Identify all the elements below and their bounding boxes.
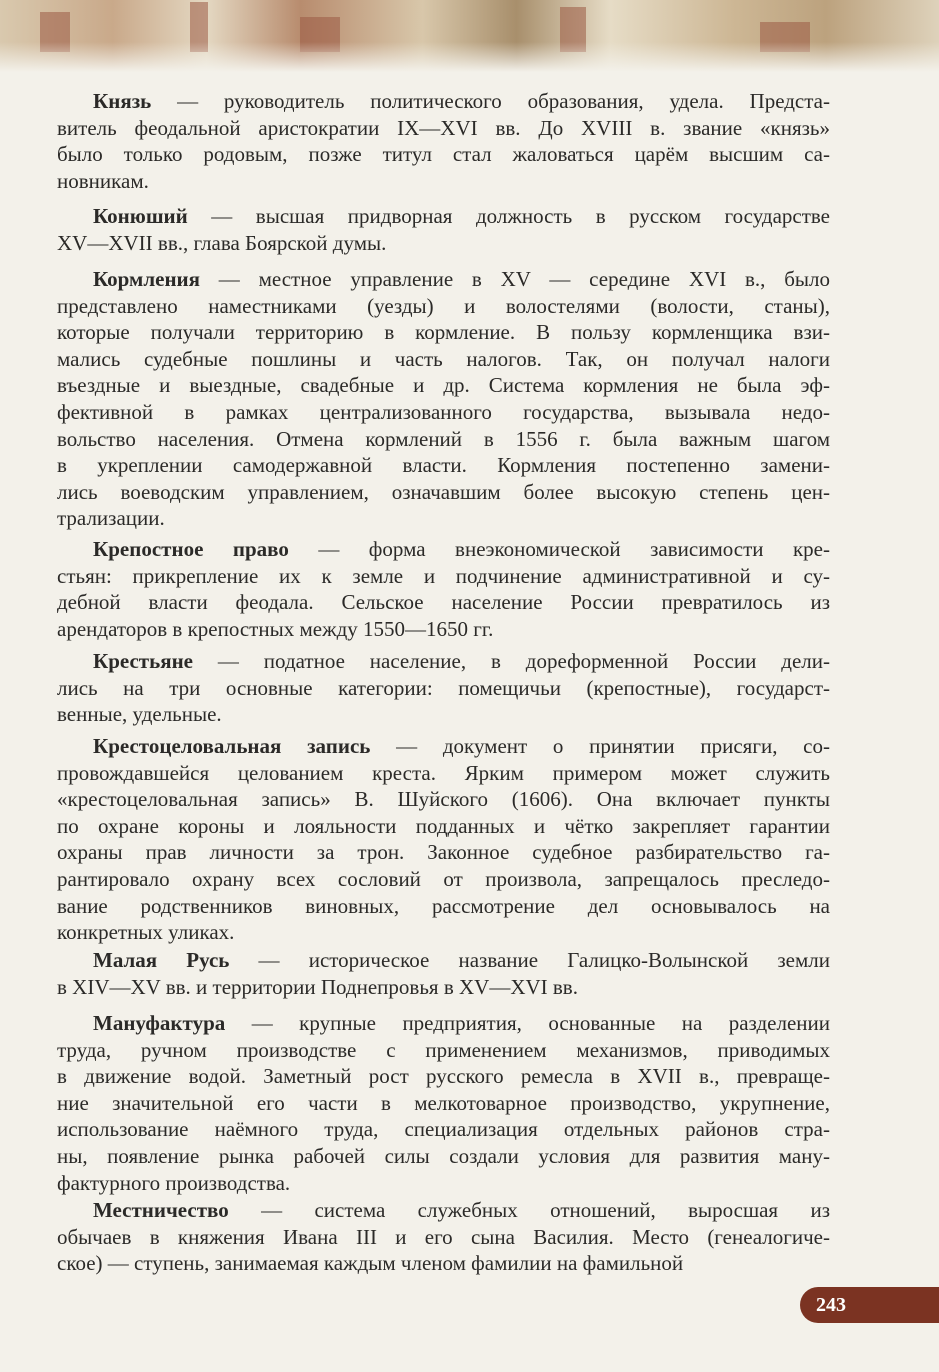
entry-line	[57, 266, 830, 293]
entry-text: которые получали территорию в кормление. В пользу кормленщика взи-	[57, 320, 830, 345]
entry-text: мались судебные пошлины и часть налогов. Так, он получал налоги	[57, 346, 830, 371]
entry-line	[57, 372, 830, 399]
glossary-entry	[57, 203, 830, 256]
entry-text: — руководитель политического образования, удела. Предста-	[151, 89, 830, 113]
entry-text: труда, ручном производстве с применением механизмов, приводимых	[57, 1037, 830, 1062]
entry-line	[57, 675, 830, 702]
entry-text: представлено наместниками (уезды) и волостелями (волости, станы),	[57, 293, 830, 318]
entry-text: — высшая придворная должность в русском государстве	[187, 204, 830, 228]
entry-text: фактурного производства.	[57, 1170, 291, 1195]
entry-line	[57, 733, 830, 760]
entry-line	[57, 589, 830, 616]
entry-text: рантировало охрану всех сословий от произвола, запрещалось преследо-	[57, 866, 830, 891]
entry-line	[57, 1090, 830, 1117]
entry-line	[57, 1037, 830, 1064]
entry-line	[57, 616, 830, 643]
entry-text: «крестоцеловальная запись» В. Шуйского (1606). Она включает пункты	[57, 787, 830, 812]
entry-text: охраны прав личности за трон. Законное судебное разбирательство га-	[57, 840, 830, 865]
entry-line	[57, 563, 830, 590]
entry-line	[57, 203, 830, 230]
entry-text: в движение водой. Заметный рост русского ремесла в XVII в., превраще-	[57, 1064, 830, 1089]
glossary-entry	[57, 648, 830, 728]
entry-line	[57, 701, 830, 728]
entry-text: — форма внеэкономической зависимости кре-	[288, 537, 830, 561]
entry-line	[57, 893, 830, 920]
entry-term: Кормления	[93, 267, 201, 291]
entry-text: в XIV—XV вв. и территории Поднепровья в XV—XVI вв.	[57, 974, 578, 999]
glossary-entry	[57, 88, 830, 194]
entry-line	[57, 399, 830, 426]
entry-text: использование наёмного труда, специализация отдельных районов стра-	[57, 1117, 830, 1142]
entry-text: в укреплении самодержавной власти. Кормления постепенно замени-	[57, 453, 830, 478]
entry-term: Князь	[93, 89, 152, 113]
entry-text: вольство населения. Отмена кормлений в 1556 г. была важным шагом	[57, 426, 830, 451]
entry-text: ны, появление рынка рабочей силы создали условия для развития ману-	[57, 1143, 830, 1168]
entry-line	[57, 115, 830, 142]
entry-text: новникам.	[57, 168, 149, 193]
entry-text: ние значительной его части в мелкотоварное производство, укрупнение,	[57, 1090, 830, 1115]
entry-text: фективной в рамках централизованного государства, вызывала недо-	[57, 399, 830, 424]
entry-line	[57, 648, 830, 675]
entry-text: вание родственников виновных, рассмотрение дел основывалось на	[57, 893, 830, 918]
entry-line	[57, 230, 830, 257]
entry-line	[57, 536, 830, 563]
entry-line	[57, 947, 830, 974]
entry-text: лись на три основные категории: помещичьи (крепостные), государст-	[57, 675, 830, 700]
entry-text: ское) — ступень, занимаемая каждым членом фамилии на фамильной	[57, 1251, 684, 1276]
entry-line	[57, 293, 830, 320]
entry-line	[57, 479, 830, 506]
glossary-entry	[57, 733, 830, 946]
entry-term: Местничество	[93, 1198, 229, 1222]
entry-text: стьян: прикрепление их к земле и подчинение административной и су-	[57, 563, 830, 588]
entry-text: въездные и выездные, свадебные и др. Система кормления не была эф-	[57, 373, 830, 398]
entry-line	[57, 168, 830, 195]
entry-line	[57, 919, 830, 946]
entry-line	[57, 786, 830, 813]
entry-line	[57, 1250, 830, 1277]
entry-line	[57, 760, 830, 787]
entry-line	[57, 974, 830, 1001]
entry-line	[57, 505, 830, 532]
entry-line	[57, 1063, 830, 1090]
glossary-entry	[57, 1197, 830, 1277]
entry-text: — документ о принятии присяги, со-	[370, 734, 830, 758]
header-illustration	[0, 0, 939, 72]
entry-text: по охране короны и лояльности подданных и чётко закрепляет гарантии	[57, 813, 830, 838]
glossary-entry	[57, 536, 830, 642]
entry-text: — податное население, в дореформенной России дели-	[193, 649, 830, 673]
entry-line	[57, 88, 830, 115]
entry-line	[57, 839, 830, 866]
entry-text: было только родовым, позже титул стал жаловаться царём высшим са-	[57, 142, 830, 167]
entry-text: провождавшейся целованием креста. Ярким примером может служить	[57, 760, 830, 785]
entry-term: Крестоцеловальная запись	[93, 734, 371, 758]
entry-line	[57, 1197, 830, 1224]
entry-term: Крестьяне	[93, 649, 194, 673]
entry-text: витель феодальной аристократии IX—XVI вв. До XVIII в. звание «князь»	[57, 115, 830, 140]
entry-text: — историческое название Галицко-Волынской земли	[229, 948, 830, 972]
entry-text: лись воеводским управлением, означавшим более высокую степень цен-	[57, 479, 830, 504]
entry-text: обычаев в княжения Ивана III и его сына Василия. Место (генеалогиче-	[57, 1224, 830, 1249]
entry-text: — крупные предприятия, основанные на разделении	[225, 1011, 830, 1035]
entry-term: Мануфактура	[93, 1011, 226, 1035]
entry-line	[57, 346, 830, 373]
entry-line	[57, 452, 830, 479]
entry-line	[57, 1116, 830, 1143]
entry-text: арендаторов в крепостных между 1550—1650 гг.	[57, 616, 494, 641]
page-number: 243	[800, 1287, 939, 1323]
entry-text: — местное управление в XV — середине XVI в., было	[200, 267, 830, 291]
entry-line	[57, 426, 830, 453]
glossary-entry	[57, 947, 830, 1000]
entry-term: Малая Русь	[93, 948, 230, 972]
entry-text: — система служебных отношений, выросшая из	[228, 1198, 830, 1222]
entry-line	[57, 813, 830, 840]
entry-line	[57, 1224, 830, 1251]
entry-text: трализации.	[57, 506, 165, 531]
entry-line	[57, 1170, 830, 1197]
glossary-entry	[57, 266, 830, 532]
entry-term: Крепостное право	[93, 537, 289, 561]
entry-term: Конюший	[93, 204, 188, 228]
entry-line	[57, 319, 830, 346]
entry-line	[57, 141, 830, 168]
entry-line	[57, 866, 830, 893]
glossary-entry	[57, 1010, 830, 1196]
entry-line	[57, 1010, 830, 1037]
entry-line	[57, 1143, 830, 1170]
entry-text: венные, удельные.	[57, 702, 222, 727]
entry-text: XV—XVII вв., глава Боярской думы.	[57, 230, 387, 255]
entry-text: дебной власти феодала. Сельское население России превратилось из	[57, 590, 830, 615]
entry-text: конкретных уликах.	[57, 920, 235, 945]
